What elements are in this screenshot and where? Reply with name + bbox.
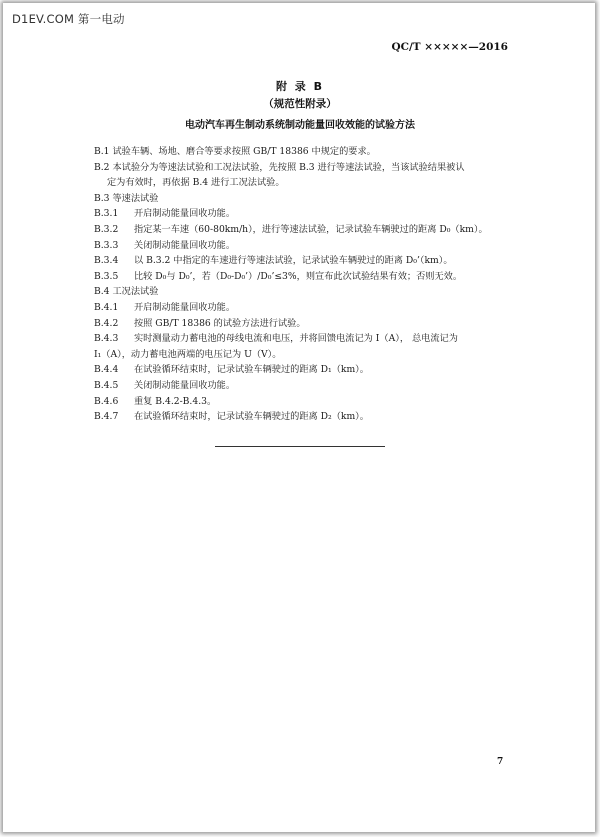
appendix-title: 附 录 B [275,80,325,93]
clause-b4-6 [94,394,524,410]
clause-text: 重复 B.4.2-B.4.3。 [134,395,217,407]
clause-text: 在试验循环结束时，记录试验车辆驶过的距离 D₂（km）。 [134,411,369,423]
clause-text: 关闭制动能量回收功能。 [134,239,236,251]
page-number: 7 [497,757,504,767]
clause-b4-4 [94,362,524,378]
clause-b1: B.1 试验车辆、场地、磨合等要求按照 GB/T 18386 中规定的要求。 [94,146,376,157]
clause-b3-3 [94,238,524,254]
document-body [94,144,524,425]
clause-b4-3-line1 [94,331,524,347]
clause-number: B.4.7 [94,411,119,423]
clause-b3-2 [94,222,524,238]
clause-b4-7 [94,409,524,425]
clause-b4-3-line2: I₁（A），动力蓄电池两端的电压记为 U（V）。 [94,348,282,360]
clause-b4-5 [94,378,524,394]
clause-number: B.4.4 [94,364,119,376]
clause-b4-1 [94,300,524,316]
clause-number: B.4.3 [94,333,119,345]
clause-number: B.4.2 [94,317,119,329]
clause-text: 比较 D₀与 D₀’，若（D₀-D₀’）/D₀’≤3%，则宣布此次试验结果有效；否则无效。 [134,270,463,282]
clause-text: 开启制动能量回收功能。 [134,208,236,220]
clause-b3-4 [94,253,524,269]
clause-number: B.4.6 [94,395,119,407]
clause-b4-heading: B.4 工况法试验 [94,286,159,298]
clause-number: B.3.5 [94,270,119,282]
clause-text: 以 B.3.2 中指定的车速进行等速法试验，记录试验车辆驶过的距离 D₀’（km）。 [134,255,453,267]
end-rule [215,446,385,447]
clause-b3-1 [94,206,524,222]
clause-b3-5 [94,269,524,285]
clause-number: B.3.1 [94,208,119,220]
clause-text: 开启制动能量回收功能。 [134,301,236,313]
clause-number: B.4.1 [94,301,119,313]
site-watermark: D1EV.COM 第一电动 [12,12,125,26]
clause-number: B.3.2 [94,223,119,235]
clause-number: B.4.5 [94,379,119,391]
clause-b2-line1: B.2 本试验分为等速法试验和工况法试验，先按照 B.3 进行等速法试验，当该试验结果被认 [94,161,465,173]
clause-text: 指定某一车速（60-80km/h），进行等速法试验，记录试验车辆驶过的距离 D₀（km）。 [134,223,488,235]
appendix-heading: 电动汽车再生制动系统制动能量回收效能的试验方法 [185,120,415,131]
clause-text: 按照 GB/T 18386 的试验方法进行试验。 [134,317,306,329]
clause-b2-line2: 定为有效时，再依据 B.4 进行工况法试验。 [107,177,285,189]
clause-text: 在试验循环结束时，记录试验车辆驶过的距离 D₁（km）。 [134,364,369,376]
clause-b4-2 [94,316,524,332]
clause-text: 关闭制动能量回收功能。 [134,379,236,391]
clause-text: 实时测量动力蓄电池的母线电流和电压，并将回馈电流记为 I（A）， 总电流记为 [134,333,458,345]
clause-b3-heading: B.3 等速法试验 [94,192,159,204]
clause-number: B.3.4 [94,255,119,267]
clause-number: B.3.3 [94,239,119,251]
appendix-subtitle: （规范性附录） [263,98,337,110]
document-code: QC/T ×××××—2016 [391,41,508,53]
